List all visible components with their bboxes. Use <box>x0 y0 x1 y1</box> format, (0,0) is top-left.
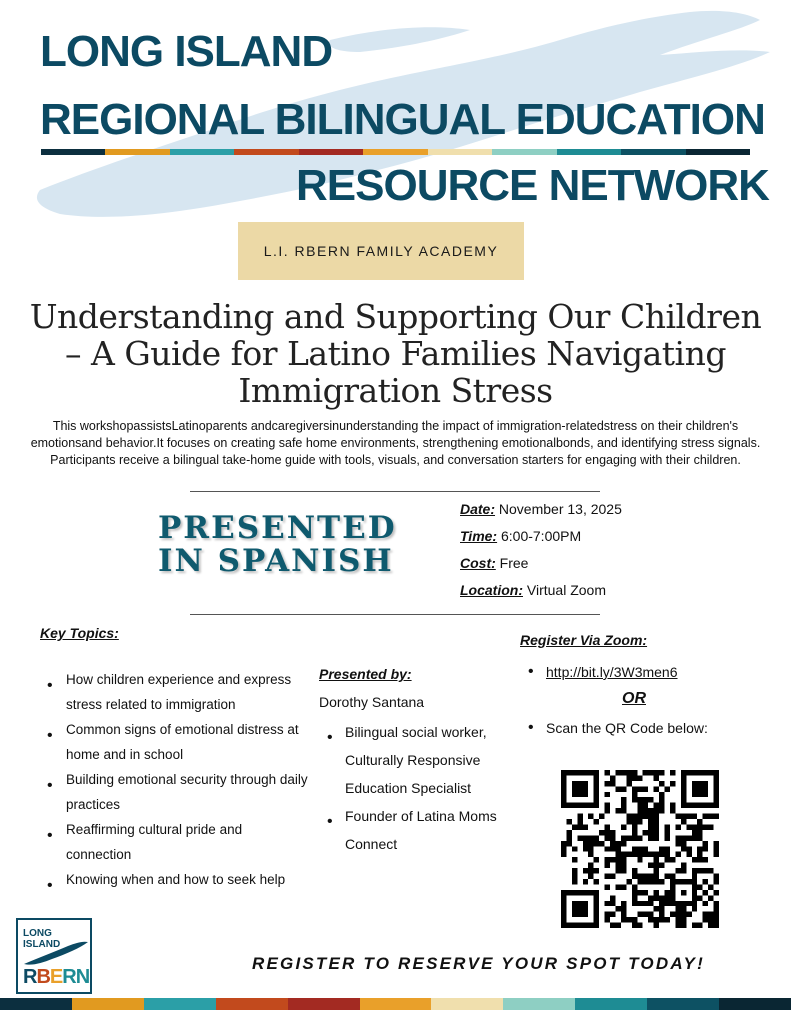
key-topics-heading: Key Topics: <box>40 625 119 641</box>
divider-top <box>190 491 600 492</box>
stripe-segment <box>557 149 621 155</box>
register-section <box>520 632 770 738</box>
cost-label: Cost: <box>460 555 496 571</box>
list-item: • How children experience and express stress related to immigration <box>40 667 310 717</box>
logo-brand: RBERN <box>23 966 90 988</box>
list-item: • Knowing when and how to seek help <box>40 867 310 892</box>
color-stripe-bottom <box>0 998 791 1010</box>
key-topics-section <box>40 625 310 892</box>
qr-code[interactable] <box>561 770 719 928</box>
stripe-segment <box>299 149 363 155</box>
language-line-1: PRESENTED <box>158 510 397 546</box>
date-label: Date: <box>460 501 496 517</box>
key-topics-list <box>40 667 310 892</box>
cost-row <box>460 554 622 581</box>
stripe-segment <box>170 149 234 155</box>
date-value: November 13, 2025 <box>498 501 622 517</box>
header-line-1: LONG ISLAND <box>40 27 333 76</box>
stripe-segment <box>647 998 719 1010</box>
register-link-item <box>520 662 770 682</box>
logo-island-icon <box>18 938 90 968</box>
zoom-registration-link[interactable]: http://bit.ly/3W3men6 <box>546 664 678 680</box>
stripe-segment <box>621 149 685 155</box>
presenter-heading: Presented by: <box>319 666 412 682</box>
cost-value: Free <box>499 555 529 571</box>
time-label: Time: <box>460 528 498 544</box>
time-row <box>460 527 622 554</box>
location-label: Location: <box>460 582 523 598</box>
stripe-segment <box>503 998 575 1010</box>
location-value: Virtual Zoom <box>526 582 606 598</box>
date-row <box>460 500 622 527</box>
stripe-segment <box>105 149 169 155</box>
stripe-segment <box>216 998 288 1010</box>
academy-banner <box>238 222 524 280</box>
rbern-logo <box>16 918 92 994</box>
presenter-roles <box>319 718 519 858</box>
stripe-segment <box>575 998 647 1010</box>
stripe-segment <box>234 149 298 155</box>
presenter-section <box>319 666 519 858</box>
event-details <box>460 500 622 608</box>
header-line-2: REGIONAL BILINGUAL EDUCATION <box>40 95 765 144</box>
academy-label: L.I. RBERN FAMILY ACADEMY <box>263 243 499 259</box>
presented-in-spanish <box>158 512 398 578</box>
or-divider: OR <box>622 690 646 707</box>
stripe-segment <box>0 998 72 1010</box>
qr-instruction: • Scan the QR Code below: <box>520 718 770 738</box>
presenter-name: Dorothy Santana <box>319 694 425 710</box>
divider-bottom <box>190 614 600 615</box>
stripe-segment <box>428 149 492 155</box>
register-heading: Register Via Zoom: <box>520 632 648 648</box>
list-item: • Founder of Latina Moms Connect <box>319 802 519 858</box>
list-item: • Reaffirming cultural pride and connection <box>40 817 310 867</box>
logo-text: LONG ISLAND <box>23 928 61 950</box>
stripe-segment <box>363 149 427 155</box>
list-item: • Bilingual social worker, Culturally Responsive Education Specialist <box>319 718 519 802</box>
stripe-segment <box>686 149 750 155</box>
header-line-3: RESOURCE NETWORK <box>296 161 769 210</box>
call-to-action: REGISTER TO RESERVE YOUR SPOT TODAY! <box>252 954 705 973</box>
stripe-segment <box>492 149 556 155</box>
stripe-segment <box>288 998 360 1010</box>
event-description: This workshopassistsLatinoparents andcaregiversinunderstanding the impact of immigration-relatedstress on their children's emotionsand behavior.It focuses on creating safe home environments, strengthening emotionalbonds, and identifying stress signals. Participants receive a bilingual take-home guide with tools, visuals, and conversation starters for engaging with their children. <box>30 419 761 467</box>
event-title: Understanding and Supporting Our Children – A Guide for Latino Families Navigating Immigration Stress <box>29 297 762 410</box>
stripe-segment <box>144 998 216 1010</box>
stripe-segment <box>431 998 503 1010</box>
stripe-segment <box>719 998 791 1010</box>
color-stripe-top <box>41 149 750 155</box>
list-item: • Common signs of emotional distress at home and in school <box>40 717 310 767</box>
list-item: • Building emotional security through daily practices <box>40 767 310 817</box>
stripe-segment <box>72 998 144 1010</box>
time-value: 6:00-7:00PM <box>500 528 582 544</box>
stripe-segment <box>41 149 105 155</box>
stripe-segment <box>360 998 432 1010</box>
location-row <box>460 581 622 608</box>
language-line-2: IN SPANISH <box>158 543 394 579</box>
